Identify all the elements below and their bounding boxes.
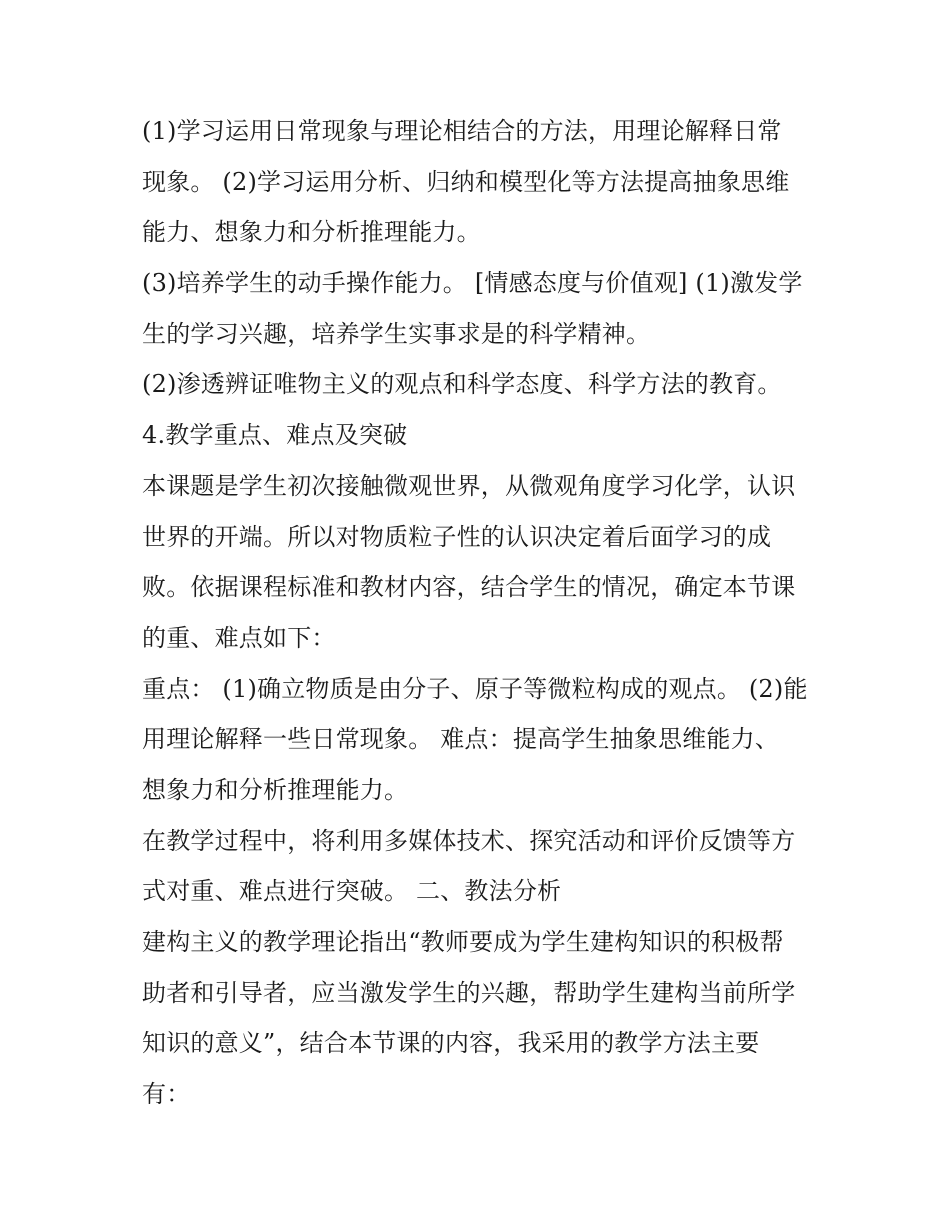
document-page <box>142 106 822 1120</box>
text-line: 式对重、难点进行突破。 二、教法分析 <box>142 877 562 906</box>
text-line: 世界的开端。所以对物质粒子性的认识决定着后面学习的成 <box>142 522 772 551</box>
section-heading: 4.教学重点、难点及突破 <box>142 421 408 450</box>
text-line: 用理论解释一些日常现象。 难点：提高学生抽象思维能力、 <box>142 725 780 754</box>
text-line: (1)学习运用日常现象与理论相结合的方法，用理论解释日常 <box>142 117 782 145</box>
text-line: 重点： (1)确立物质是由分子、原子等微粒构成的观点。 (2)能 <box>142 674 808 703</box>
text-line: 想象力和分析推理能力。 <box>142 775 409 804</box>
text-line: 助者和引导者，应当激发学生的兴趣，帮助学生建构当前所学 <box>142 978 796 1007</box>
text-line: 本课题是学生初次接触微观世界，从微观角度学习化学，认识 <box>142 471 796 500</box>
text-line: 能力、想象力和分析推理能力。 <box>142 218 481 247</box>
text-line: (2)渗透辨证唯物主义的观点和科学态度、科学方法的教育。 <box>142 370 782 399</box>
text-line: 败。依据课程标准和教材内容，结合学生的情况，确定本节课 <box>142 573 796 602</box>
text-line: 建构主义的教学理论指出“教师要成为学生建构知识的积极帮 <box>142 928 784 956</box>
text-line: 现象。 (2)学习运用分析、归纳和模型化等方法提高抽象思维 <box>142 167 790 196</box>
text-line: 有： <box>142 1080 191 1109</box>
text-line: 在教学过程中，将利用多媒体技术、探究活动和评价反馈等方 <box>142 826 796 855</box>
text-line: 生的学习兴趣，培养学生实事求是的科学精神。 <box>142 319 651 348</box>
text-line: (3)培养学生的动手操作能力。 [情感态度与价值观] (1)激发学 <box>142 269 803 298</box>
text-line: 的重、难点如下： <box>142 623 336 652</box>
text-line: 知识的意义”，结合本节课的内容，我采用的教学方法主要 <box>142 1029 760 1058</box>
